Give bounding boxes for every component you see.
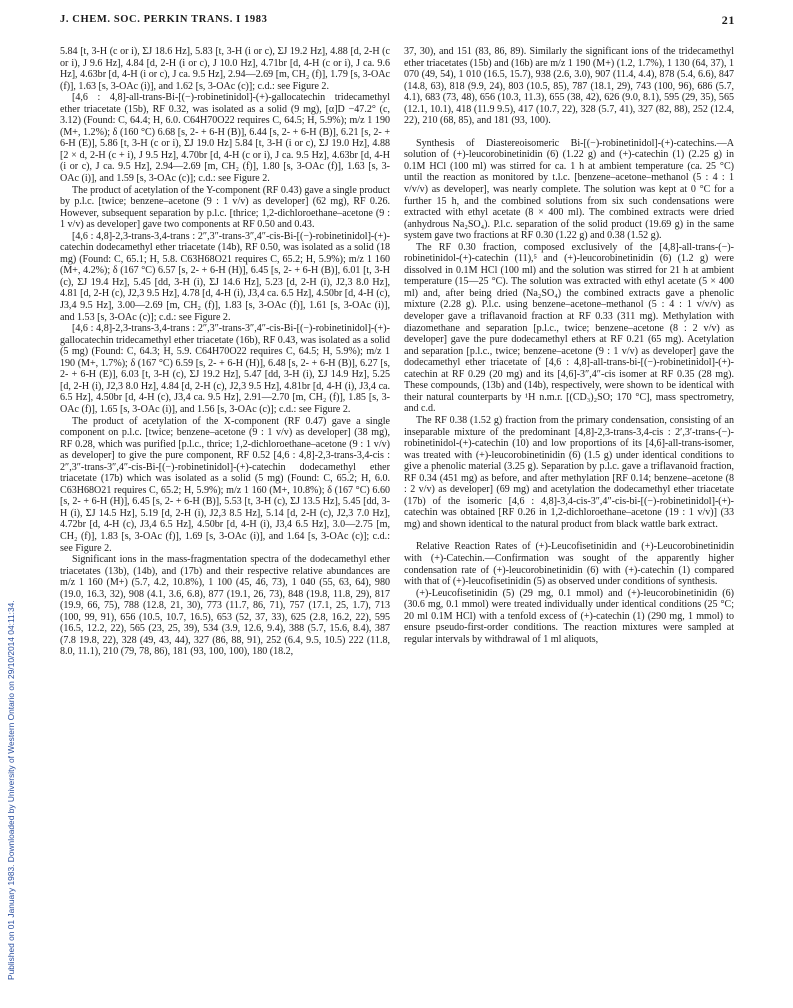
published-note[interactable]: Published on 01 January 1983. Downloaded by University of Western Ontario on 29/10/2014 04:11:34.	[6, 600, 16, 980]
running-header	[60, 14, 735, 30]
right-column	[404, 46, 734, 645]
section-paragraph: Synthesis of Diastereoisomeric Bi-[(−)-robinetinidol]-(+)-catechins.—A solution of (+)-leucorobinetinidin (6) (1.22 g) and (+)-catechin (1) (2.25 g) in 0.1M HCl (100 ml) was stirred for ca. 1 h at ambient temperature (ca. 25 °C) until the reaction as monitored by t.l.c. [benzene–acetone–methanol (5 : 4 : 1 v/v/v) as developer], was nearly complete. The solution was kept at 0 °C for a further 15 h, and the combined solutions from six such condensations were extracted with ethyl acetate (8 × 400 ml). The combined extracts were dried (anhydrous Na₂SO₄). P.l.c. separation of the solid product (19.69 g) in the same system gave two fractions at RF 0.30 (1.22 g) and 0.38 (1.52 g).	[404, 137, 734, 242]
paragraph: [4,6 : 4,8]-all-trans-Bi-[(−)-robinetinidol]-(+)-gallocatechin tridecamethyl ether triacetate (15b), RF 0.32, was isolated as a solid (9 mg), [α]D −47.2° (c, 3.12) (Found: C, 64.4; H, 6.0. C64H70O22 requires C, 64.5; H, 5.9%); m/z 1 190 (M+, 1.2%); δ (160 °C) 6.68 [s, 2- + 6-H (B)], 6.44 [s, 2- + 6-H (B)], 6.21 [s, 2- + 6-H (E)], 5.86 [t, 3-H (c or i), ΣJ 19.0 Hz] 5.84 [t, 3-H (i or c), ΣJ 19.0 Hz], 4.88 [2 × d, 2-H (c + i), J 9.5 Hz], 4.70br [d, 4-H (c or i), J ca. 9.5 Hz], 4.63br [d, 4-H (i or c), J ca. 9.5 Hz], 2.94—2.69 [m, CH₂ (f)], 1.80 [s, 3-OAc (f)], 1.63 [s, 3-OAc (i)], and 1.59 [s, 3-OAc (c)]; c.d.: see Figure 2.	[60, 92, 390, 185]
paragraph: The product of acetylation of the X-component (RF 0.47) gave a single component on p.l.c. [twice; benzene–acetone (9 : 1 v/v) as developer] (38 mg), RF 0.28, which was purified [p.l.c., thrice; 1,2-dichloroethane–acetone (9 : 1 v/v) as developer] to give the pure component, RF 0.52 [4,6 : 4,8]-2,3-trans-3,4-cis : 2″,3″-trans-3″,4″-cis-Bi-[(−)-robinetinidol]-(+)-catechin dodecamethyl ether triacetate (17b) which was isolated as a solid (5 mg) (Found: C, 65.2; H, 6.0. C63H68O21 requires C, 65.2; H, 5.9%); m/z 1 160 (M+, 10.8%); δ (167 °C) 6.60 [s, 2- + 6-H (H)], 6.45 [s, 2- + 6-H (B)], 5.53 [t, 3-H (c), ΣJ 13.5 Hz], 5.45 [dd, 3-H (i), ΣJ 14.5 Hz], 5.19 [d, 2-H (i), J2,3 8.5 Hz], 5.14 [d, 2-H (c), J2,3 7.0 Hz], 4.72br [d, 4-H (c), J3,4 6.5 Hz], 4.50br [d, 4-H (i), J3,4 6.5 Hz], 3.0—2.75 [m, CH₂ (f)], 1.83 [s, 3-OAc (f)], 1.69 [s, 3-OAc (i)], and 1.64 [s, 3-OAc (c)]; c.d.: see Figure 2.	[60, 415, 390, 554]
paragraph: (+)-Leucofisetinidin (5) (29 mg, 0.1 mmol) and (+)-leucorobinetinidin (6) (30.6 mg, 0.1 mmol) were treated individually under identical conditions (25 °C; 20 ml 0.1M HCl) with a tenfold excess of (+)-catechin (1) (290 mg, 1 mmol) to ensure pseudo-first-order conditions. The reaction mixtures were sampled at regular intervals by withdrawal of 1 ml aliquots,	[404, 587, 734, 645]
paragraph: [4,6 : 4,8]-2,3-trans-3,4-trans : 2″,3″-trans-3″,4″-cis-Bi-[(−)-robinetinidol]-(+)-catechin dodecamethyl ether triacetate (14b), RF 0.50, was isolated as a solid (18 mg) (Found: C, 65.1; H, 5.8. C63H68O21 requires C, 65.2; H, 5.9%); m/z 1 160 (M+, 4.2%); δ (167 °C) 6.57 [s, 2- + 6-H (H)], 6.45 [s, 2- + 6-H (B)], 6.01 [t, 3-H (c), ΣJ 19.4 Hz], 5.45 [dd, 3-H (i), ΣJ 14.6 Hz], 5.23 [d, 2-H (i), J2,3 8.0 Hz], 4.81 [d, 2-H (c), J2,3 9.5 Hz], 4.78 [d, 4-H (i), J3,4 ca. 6.5 Hz], 4.50br [d, 4-H (c), J3,4 9.5 Hz], 3.00—2.69 [m, CH₂ (f)], 1.83 [s, 3-OAc (f)], 1.61 [s, 3-OAc (i)], and 1.53 [s, 3-OAc (c)]; c.d.: see Figure 2.	[60, 230, 390, 323]
paragraph: The RF 0.30 fraction, composed exclusively of the [4,8]-all-trans-(−)-robinetinidol-(+)-catechin (11),⁵ and (+)-leucorobinetinidin (6) (1.2 g) were dissolved in 0.1M HCl (100 ml) and the solution was stirred for 21 h at ambient temperature (15—25 °C). The solution was extracted with ethyl acetate (5 × 400 ml) and, after being dried (Na₂SO₄) the combined extracts gave a phenolic mixture (2.28 g). P.l.c. using benzene–acetone–methanol (5 : 4 : 1 v/v/v) as developer gave a triflavanoid fraction at RF 0.33 (311 mg). Methylation with diazomethane and separation [p.l.c., twice; benzene–acetone (8 : 2 v/v) as developer] gave the pure dodecamethyl ethers at RF 0.21 (65 mg). Acetylation and separation [p.l.c., twice; benzene–acetone (9 : 1 v/v) as developer] gave the dodecamethyl ether triacetate of [4,6 : 4,8]-all-trans-bi-[(−)-robinetinidol]-(+)-catechin at RF 0.29 (20 mg) and its [4,6]-3″,4″-cis isomer at RF 0.35 (28 mg). These compounds, (13b) and (14b), respectively, were shown to be identical with their natural counterparts by ¹H n.m.r. [(CD₃)₂SO; 170 °C], mass spectrometry, and c.d.	[404, 241, 734, 415]
section-paragraph: Relative Reaction Rates of (+)-Leucofisetinidin and (+)-Leucorobinetinidin with (+)-Catechin.—Confirmation was sought of the apparently higher condensation rate of (+)-leucorobinetinidin (6) with (+)-catechin (1) compared with that of (+)-leucofisetinidin (5) as observed under conditions of synthesis.	[404, 541, 734, 588]
paragraph: The RF 0.38 (1.52 g) fraction from the primary condensation, consisting of an inseparable mixture of the predominant [4,8]-2,3-trans-3,4-cis : 2′,3′-trans-(−)-robinetinidol-(+)-catechin (10) and low proportions of its [4,6]-all-trans-isomer, was treated with (+)-leucorobinetinidin (6) (1.5 g) under identical conditions to give a phenolic material (3.25 g). Separation by p.l.c. gave a triflavanoid fraction, RF 0.34 (451 mg) as before, and after methylation [RF 0.14; benzene–acetone (8 : 2 v/v) as developer] (69 mg) and acetylation the dodecamethyl ether triacetate (17b) of the isomeric [4,6 : 4,8]-3,4-cis-3″,4″-cis-bi-[(−)-robinetinidol]-(+)-catechin was obtained [RF 0.26 in 1,2-dichloroethane–acetone (19 : 1 v/v)] (33 mg) and shown identical to the natural product from black wattle bark extract.	[404, 414, 734, 530]
paragraph: 5.84 [t, 3-H (c or i), ΣJ 18.6 Hz], 5.83 [t, 3-H (i or c), ΣJ 19.2 Hz], 4.88 [d, 2-H (c or i), J 9.6 Hz], 4.84 [d, 2-H (i or c), J 10.0 Hz], 4.71br [d, 4-H (c or i), J ca. 9.6 Hz], 4.63br [d, 4-H (i or c), J ca. 9.5 Hz], 2.94—2.69 [m, CH₂ (f)], 1.79 [s, 3-OAc (f)], 1.63 [s, 3-OAc (i)], and 1.62 [s, 3-OAc (c)]; c.d.: see Figure 2.	[60, 46, 390, 92]
journal-title: J. CHEM. SOC. PERKIN TRANS. I 1983	[60, 14, 268, 25]
paragraph: 37, 30), and 151 (83, 86, 89). Similarly the significant ions of the tridecamethyl ether triacetates (15b) and (16b) are m/z 1 190 (M+) (1.2, 1.7%), 1 130 (64, 37), 1 070 (49, 54), 1 010 (16.5, 15.7), 938 (2.6, 3.0), 907 (11.4, 4.4), 878 (5.4, 6.6), 847 (14.8, 63), 818 (9.9, 24), 803 (10.5, 85), 787 (18.1, 29), 743 (100, 96), 686 (5.7, 4.1), 683 (73, 48), 656 (10.3, 11.3), 655 (38, 42), 626 (9.0, 8.1), 595 (29, 35), 565 (12.1, 10.1), 418 (11.9 9.5), 417 (10.7, 22), 328 (5.7, 41), 327 (82, 88), 252 (12.4, 22), 210 (68, 85), and 181 (93, 100).	[404, 46, 734, 127]
paragraph: Significant ions in the mass-fragmentation spectra of the dodecamethyl ether triacetates (13b), (14b), and (17b) and their respective relative abundances are m/z 1 160 (M+) (5.7, 4.2, 10.8%), 1 100 (45, 46, 73), 1 040 (55, 63, 64), 980 (19.0, 16.3, 32), 908 (4.1, 3.6, 6.8), 877 (19.1, 26, 73), 848 (19.8, 11.8, 29), 817 (19.9, 66, 75), 788 (12.8, 21, 30), 773 (11.7, 86, 71), 757 (17.1, 25, 1.7), 713 (100, 99, 91), 656 (10.5, 10.7, 16.5), 653 (52, 37, 33), 625 (2.8, 16.2, 22), 595 (16.5, 12.2, 22), 565 (23, 25, 39), 534 (3.9, 12.6, 9.4), 388 (5.7, 15.6, 8.4), 387 (7.8 19.8, 22), 328 (49, 43, 44), 327 (86, 88, 91), 252 (6.4, 9.5, 10.5) 222 (11.8, 8.0, 11.1), 210 (79, 78, 86), 181 (93, 100, 100), 180 (18.2,	[60, 554, 390, 658]
page-number: 21	[721, 13, 735, 27]
download-watermark	[6, 100, 20, 980]
paragraph: [4,6 : 4,8]-2,3-trans-3,4-trans : 2″,3″-trans-3″,4″-cis-Bi-[(−)-robinetinidol]-(+)-gallocatechin tridecamethyl ether triacetate (16b), RF 0.43, was isolated as a solid (5 mg) (Found: C, 64.3; H, 5.9. C64H70O22 requires C, 64.5; H, 5.9%); m/z 1 190 (M+, 1.7%); δ (167 °C) 6.59 [s, 2- + 6-H (H)], 6.48 [s, 2- + 6-H (B)], 6.27 [s, 2- + 6-H (E)], 6.03 [t, 3-H (c), ΣJ 19.2 Hz], 5.47 [dd, 3-H (i), ΣJ 14.9 Hz], 5.25 [d, 2-H (i), J2,3 8.0 Hz], 4.84 [d, 2-H (c), J2,3 9.5 Hz], 4.81br [d, 4-H (i), J3,4 ca. 6.5 Hz], 4.50br [d, 4-H (c), J3,4 ca. 9.5 Hz], 2.91—2.70 [m, CH₂ (f)], 1.85 [s, 3-OAc (f)], 1.65 [s, 3-OAc (i)], and 1.56 [s, 3-OAc (c)]; c.d.: see Figure 2.	[60, 323, 390, 415]
paragraph: The product of acetylation of the Y-component (RF 0.43) gave a single product by p.l.c. [twice; benzene–acetone (9 : 1 v/v) as developer] (62 mg), RF 0.26. However, subsequent separation by p.l.c. [thrice; 1,2-dichloroethane–acetone (9 : 1 v/v) as developer] gave two components at RF 0.50 and 0.43.	[60, 184, 390, 231]
left-column	[60, 46, 390, 658]
